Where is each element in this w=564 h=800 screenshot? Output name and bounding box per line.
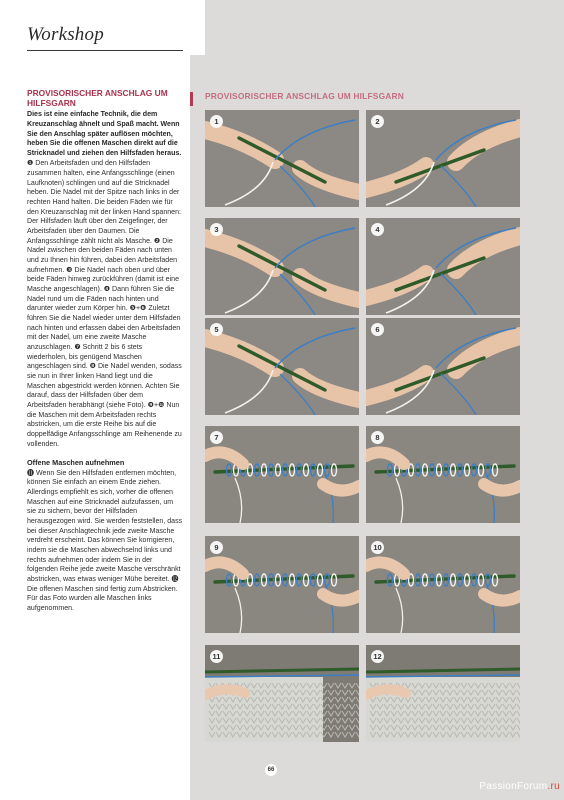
panel-tab — [190, 0, 205, 55]
title-rule — [27, 50, 183, 51]
step-photo-10 — [366, 536, 520, 633]
step-number-badge: 7 — [210, 431, 223, 444]
open-stitches-text: ⓫ Wenn Sie den Hilfsfaden entfernen möchten, können Sie einfach an einem Ende ziehen. Allerdings empfiehlt es sich, vorher die offenen Maschen auf eine Stricknadel aufzufassen, um sie zu sichern, bevor der Hilfsfaden herausgezogen wird. Sie werden feststellen, dass bei dieser Anschlagtechnik jede zweite Masche verdreht erscheint. Das können Sie korrigieren, indem sie die Maschen abwechselnd links und rechts aufnehmen oder indem Sie in der folgenden Reihe jede zweite Masche verschränkt abstricken, was etwas weniger Mühe bereitet. ⓬ Die offenen Maschen sind fertig zum Abstricken. Für das Foto wurden alle Maschen links aufgenommen. — [27, 469, 183, 612]
step-photo-8 — [366, 426, 520, 523]
step-photo-4 — [366, 218, 520, 315]
step-number-badge: 6 — [371, 323, 384, 336]
step-number-badge: 3 — [210, 223, 223, 236]
step-photo-7 — [205, 426, 359, 523]
step-photo-11 — [205, 645, 359, 742]
watermark-tld: .ru — [547, 781, 560, 792]
step-number-badge: 1 — [210, 115, 223, 128]
step-number-badge: 11 — [210, 650, 223, 663]
instructions-column — [27, 89, 183, 614]
section-heading: PROVISORISCHER ANSCHLAG UM HILFSGARN — [27, 88, 168, 108]
step-number-badge: 12 — [371, 650, 384, 663]
step-photo-9 — [205, 536, 359, 633]
step-photo-6 — [366, 318, 520, 415]
step-number-badge: 10 — [371, 541, 384, 554]
steps-text: ❶ Den Arbeitsfaden und den Hilfsfaden zusammen halten, eine Anfangsschlinge (einen Laufknoten) schlingen und auf die Stricknadel heben. Die Nadel mit der Spitze nach links in der rechten Hand halten. Die beiden Fäden wie für den Kreuzanschlag mit der linken Hand spannen: Der Hilfsfaden läuft über den Zeigefinger, der Arbeitsfaden über den Daumen. Die Anfangsschlinge zählt nicht als Masche. ❷ Die Nadel zwischen den beiden Fäden nach unten und zu Ihnen hin führen, dabei den Arbeitsfaden aufnehmen. ❸ Die Nadel nach oben und über beide Fäden hinweg zurückführen (damit ist eine Masche angeschlagen). ❹ Dann führen Sie die Nadel rund um die Fäden nach hinten und darunter wieder zum Körper hin. ❺+❻ Zuletzt führen Sie die Nadel wieder unter dem Hilfsfaden nach hinten und erfassen dabei den Arbeitsfaden mit der Nadel, um eine zweite Masche anzuschlagen. ❼ Schritt 2 bis 6 stets wiederholen, bis genügend Maschen angeschlagen sind. ❽ Die Nadel wenden, sodass sie nun in Ihrer linken Hand liegt und die Maschen abgestrickt werden können. Achten Sie darauf, dass der Hilfsfaden über dem Arbeitsfaden herabhängt (siehe Foto). ❾+❿ Nun die Maschen mit dem Arbeitsfaden rechts abstricken, um die erste Reihe bis auf die doppelfädige Anfangsschlinge am Reihenende zu vollenden. — [27, 160, 182, 448]
subheading-open-stitches: Offene Maschen aufnehmen — [27, 458, 125, 468]
step-number-badge: 2 — [371, 115, 384, 128]
watermark-main: PassionForum — [479, 781, 548, 792]
step-number-badge: 5 — [210, 323, 223, 336]
step-photo-3 — [205, 218, 359, 315]
photo-section-heading: PROVISORISCHER ANSCHLAG UM HILFSGARN — [205, 91, 405, 101]
watermark — [479, 781, 560, 792]
intro-text: Dies ist eine einfache Technik, die dem Kreuzanschlag ähnelt und Spaß macht. Wenn Sie den Anschlag später auflösen möchten, heben Sie die offenen Maschen direkt auf die Stricknadel und ziehen den Hilfsfaden heraus. — [27, 111, 182, 157]
accent-bar — [190, 92, 193, 106]
page-number: 66 — [265, 764, 277, 776]
step-number-badge: 9 — [210, 541, 223, 554]
step-photo-2 — [366, 110, 520, 207]
step-photo-1 — [205, 110, 359, 207]
step-number-badge: 8 — [371, 431, 384, 444]
step-photo-12 — [366, 645, 520, 742]
page-title: Workshop — [27, 24, 104, 45]
step-number-badge: 4 — [371, 223, 384, 236]
step-photo-5 — [205, 318, 359, 415]
